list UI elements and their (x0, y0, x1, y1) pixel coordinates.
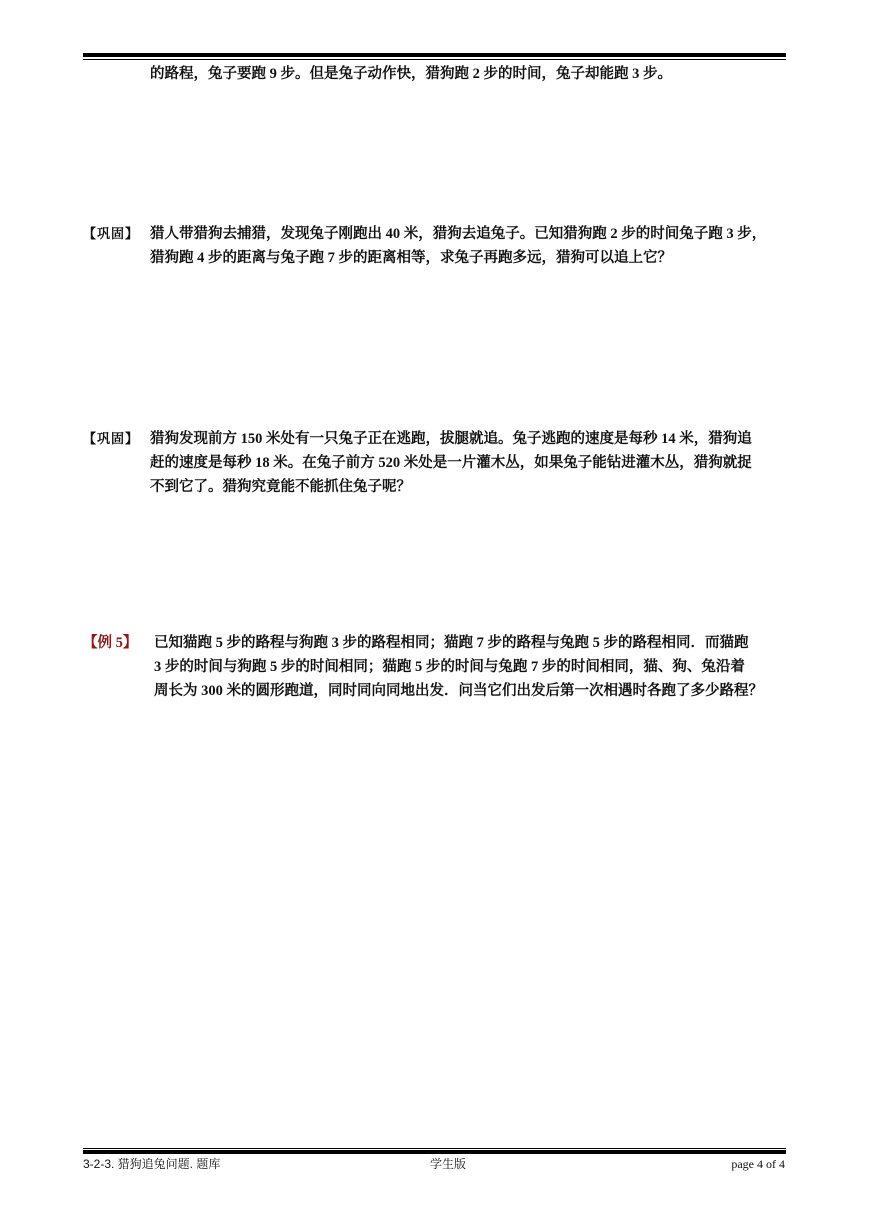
footer-rule-thick (83, 1150, 786, 1154)
continuation-line-1: 的路程，兔子要跑 9 步。但是兔子动作快，猎狗跑 2 步的时间，兔子却能跑 3 步。 (150, 66, 672, 82)
problem-line-1: 猎人带猎狗去捕猎，发现兔子刚跑出 40 米，猎狗去追兔子。已知猎狗跑 2 步的时间兔子跑 3 步， (150, 226, 767, 242)
footer-edition: 学生版 (430, 1157, 467, 1171)
footer-rule-thin (83, 1148, 786, 1149)
problem-line-2: 赶的速度是每秒 18 米。在兔子前方 520 米处是一片灌木丛，如果兔子能钻进灌木丛，猎狗就捉 (150, 455, 752, 471)
problem-line-1: 已知猫跑 5 步的路程与狗跑 3 步的路程相同；猫跑 7 步的路程与兔跑 5 步的路程相同．而猫跑 (154, 635, 749, 651)
header-rule-thin (83, 59, 786, 60)
problem-tag: 【巩固】 (83, 431, 140, 446)
footer-page-number: page 4 of 4 (731, 1157, 785, 1171)
problem-line-1: 猎狗发现前方 150 米处有一只兔子正在逃跑，拔腿就追。兔子逃跑的速度是每秒 14 米，猎狗追 (150, 431, 752, 447)
header-rule-thick (83, 53, 786, 57)
example-tag: 【例 5】 (83, 635, 138, 651)
footer-document-title: 3-2-3. 猎狗追兔问题. 题库 (83, 1157, 221, 1171)
problem-tag: 【巩固】 (83, 226, 140, 241)
problem-line-3: 周长为 300 米的圆形跑道，同时同向同地出发．问当它们出发后第一次相遇时各跑了多少路程？ (154, 683, 763, 699)
problem-line-2: 3 步的时间与狗跑 5 步的时间相同；猫跑 5 步的时间与兔跑 7 步的时间相同，猫、狗、兔沿着 (154, 659, 745, 675)
problem-line-3: 不到它了。猎狗究竟能不能抓住兔子呢？ (150, 479, 411, 495)
problem-line-2: 猎狗跑 4 步的距离与兔子跑 7 步的距离相等，求兔子再跑多远，猎狗可以追上它？ (150, 250, 672, 266)
